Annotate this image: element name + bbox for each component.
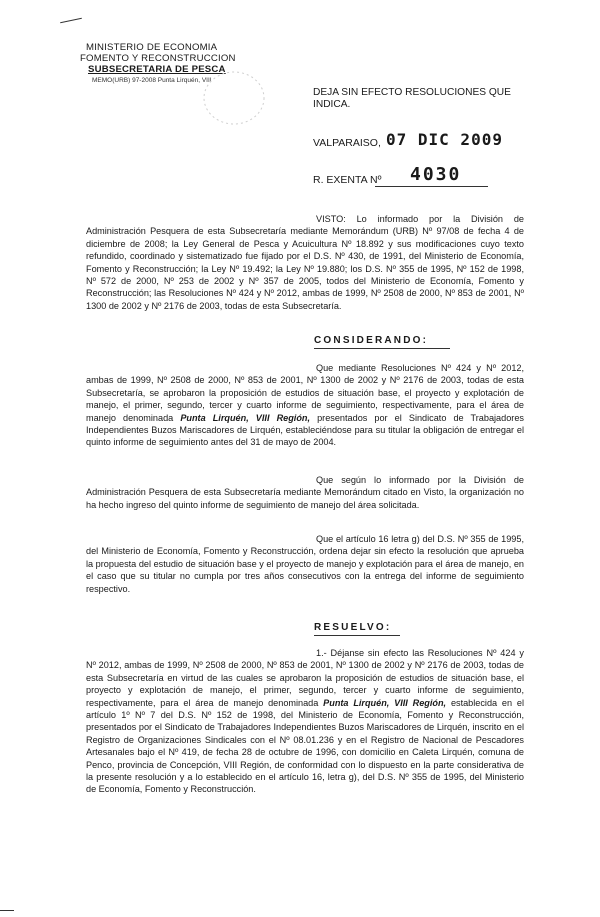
visto-paragraph <box>86 213 524 312</box>
ministry-line-2: FOMENTO Y RECONSTRUCCION <box>80 53 236 64</box>
resuelvo-item1-area: Punta Lirquén, VIII Región, <box>323 697 447 708</box>
resuelvo-heading: RESUELVO: <box>314 622 392 633</box>
ministry-line-1: MINISTERIO DE ECONOMIA <box>86 42 218 53</box>
memo-reference: MEMO(URB) 97-2008 Punta Lirquén, VIII <box>92 77 212 84</box>
faint-seal <box>198 66 270 130</box>
corner-scan-mark <box>60 18 82 24</box>
considerando-paragraph-3 <box>86 533 524 595</box>
considerando-p3: Que el artículo 16 letra g) del D.S. Nº 355 de 1995, del Ministerio de Economía, Fomento y Reconstrucción, ordena dejar sin efecto la resolución que aprueba la propuesta del estudio de situación base y el proyecto de manejo y explotación para el área de manejo, en el caso que su titular no cumpla por tres años consecutivos con la entrega del informe de seguimiento respectivo. <box>86 534 524 594</box>
considerando-paragraph-2 <box>86 474 524 511</box>
date-stamp: 07 DIC 2009 <box>386 130 503 149</box>
considerando-p1-part2: presentados por el Sindicato de Trabajadores Independientes Buzos Mariscadores de Lirquén, estableciéndose para su titular la obligación de entregar el quinto informe de seguimiento antes del 31 de mayo de 2004. <box>86 412 524 448</box>
considerando-p1-area: Punta Lirquén, VIII Región, <box>180 412 311 423</box>
resolution-underline <box>375 186 488 187</box>
subject-line-2: INDICA. <box>313 99 351 110</box>
visto-text: Lo informado por la División de Administración Pesquera de esta Subsecretaría mediante Memorándum (URB) Nº 97/08 de fecha 4 de diciembre de 2008; la Ley General de Pesca y Acuicultura Nº 18.892 y sus modificaciones cuyo texto refundido, coordinado y sistematizado fue fijado por el D.S. Nº 430, de 1991, del Ministerio de Economía, Fomento y Reconstrucción; la Ley Nº 19.492; la Ley Nº 19.880; los D.S. Nº 355 de 1995, Nº 152 de 1998, Nº 572 de 2000, Nº 253 de 2002 y Nº 357 de 2005, todos del Ministerio de Economía, Fomento y Reconstrucción; las Resoluciones Nº 424 y Nº 2012, ambas de 1999, Nº 2508 de 2000, Nº 853 de 2001, Nº 1300 de 2002 y Nº 2176 de 2003, todas de esta Subsecretaría. <box>86 214 524 311</box>
subsecretaria: SUBSECRETARIA DE PESCA <box>88 64 226 75</box>
considerando-p1-part1: Que mediante Resoluciones Nº 424 y Nº 2012, ambas de 1999, Nº 2508 de 2000, Nº 853 de 2001, Nº 1300 de 2002 y Nº 2176 de 2003, todas de esta Subsecretaría, se aprobaron la proposición de estudios de situación base, el proyecto y explotación de manejo, el primer, segundo, tercer y cuarto informe de seguimiento, respectivamente, para el área de manejo denominada <box>86 363 524 423</box>
resuelvo-item-1 <box>86 647 524 796</box>
visto-lead: VISTO: <box>316 214 346 224</box>
considerando-paragraph-1 <box>86 362 524 449</box>
subject-line-1: DEJA SIN EFECTO RESOLUCIONES QUE <box>313 87 511 98</box>
resuelvo-item1-part2: establecida en el artículo 1º Nº 7 del D.S. Nº 152 de 1998, del Ministerio de Economía, Fomento y Reconstrucción, presentados por el Sindicato de Trabajadores Independientes Buzos Mariscadores de Lirquén, inscrito en el Registro de Organizaciones Sindicales con el Nº 08.01.236 y en el Registro de Nacional de Pescadores Artesanales bajo el Nº 419, de fecha 28 de octubre de 1996, con domicilio en Caleta Lirquén, comuna de Penco, provincia de Concepción, VIII Región, de conformidad con lo dispuesto en la parte considerativa de la presente resolución y a lo establecido en el artículo 16, letra g), del D.S. Nº 355 de 1995, del Ministerio de Economía, Fomento y Reconstrucción. <box>86 697 524 795</box>
resuelvo-item1-part1: 1.- Déjanse sin efecto las Resoluciones Nº 424 y Nº 2012, ambas de 1999, Nº 2508 de 2000, Nº 853 de 2001, Nº 1300 de 2002 y Nº 2176 de 2003, todas de esta Subsecretaría en virtud de las cuales se aprobaron la proposición de estudios de situación base, el proyecto y explotación de manejo, el primer, segundo, tercer y cuarto informe de seguimiento, respectivamente, para el área de manejo denominada <box>86 648 524 708</box>
city: VALPARAISO, <box>313 137 381 149</box>
considerando-p2: Que según lo informado por la División de Administración Pesquera de esta Subsecretaría mediante Memorándum citado en Visto, la organización no ha hecho ingreso del quinto informe de seguimiento de manejo del área solicitada. <box>86 475 524 510</box>
considerando-heading: CONSIDERANDO: <box>314 335 429 346</box>
bottom-scan-mark <box>0 910 14 911</box>
resolution-number: 4030 <box>410 164 462 185</box>
resolution-label: R. EXENTA Nº <box>313 174 382 186</box>
resuelvo-underline <box>314 635 400 636</box>
considerando-underline <box>314 348 450 349</box>
